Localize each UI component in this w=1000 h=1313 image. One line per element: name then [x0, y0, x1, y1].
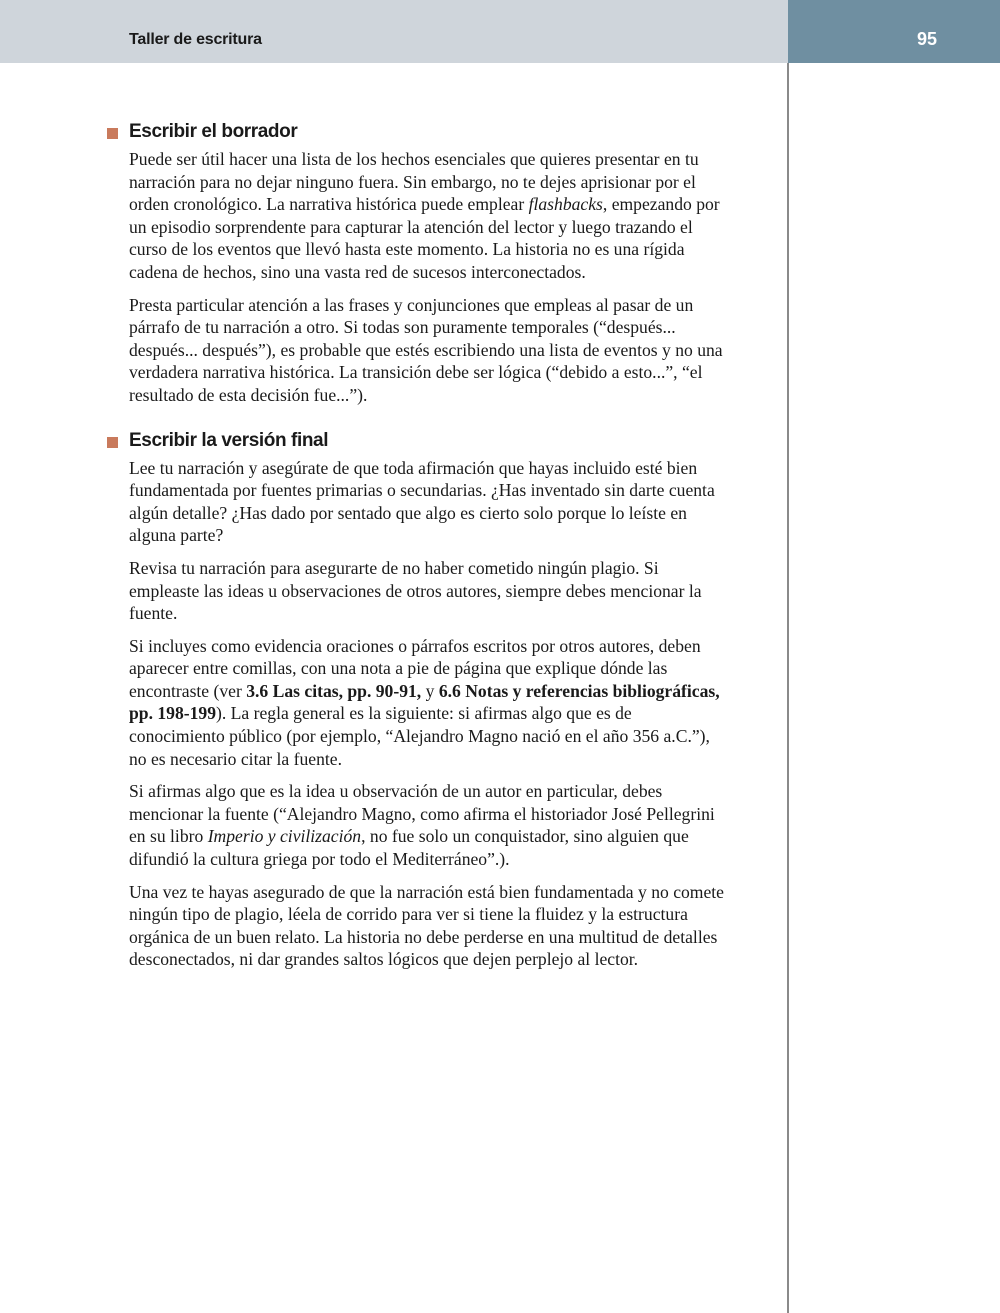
italic-term: Imperio y civilización	[207, 826, 362, 847]
paragraph	[129, 881, 729, 971]
section-heading: Escribir el borrador	[129, 121, 298, 142]
section-final-version	[129, 427, 729, 971]
running-header	[0, 0, 788, 63]
text-run: y	[421, 680, 439, 701]
text-run: Puede ser útil hacer una lista de los hechos esenciales que quieres presentar en tu narración para no dejar ninguno fuera. Sin embargo, no te dejes aprisionar por el orden cronológico. La narrativa histórica puede emplear	[129, 149, 699, 215]
text-run: Una vez te hayas asegurado de que la narración está bien fundamentada y no comete ningún tipo de plagio, léela de corrido para ver si tiene la fluidez y la estructura orgánica de un buen relato. La historia no debe perderse en una multitud de detalles desconectados, ni dar grandes saltos lógicos que dejen perplejo al lector.	[129, 881, 724, 970]
paragraph	[129, 457, 729, 547]
text-run: Si incluyes como evidencia oraciones o párrafos escritos por otros autores, deben aparecer entre comillas, con una nota a pie de página que explique dónde las encontraste (ver	[129, 635, 701, 701]
running-header-title: Taller de escritura	[129, 31, 262, 48]
text-run: Revisa tu narración para asegurarte de no haber cometido ningún plagio. Si empleaste las ideas u observaciones de otros autores, siempre debes mencionar la fuente.	[129, 557, 702, 624]
paragraph	[129, 780, 729, 870]
section-heading: Escribir la versión final	[129, 429, 329, 451]
paragraph	[129, 148, 729, 284]
text-run: Lee tu narración y asegúrate de que toda afirmación que hayas incluido esté bien fundamentada por fuentes primarias o secundarias. ¿Has inventado sin darte cuenta algún detalle? ¿Has dado por sentado que algo es cierto solo porque lo leíste en alguna parte?	[129, 457, 715, 546]
text-run: ). La regla general es la siguiente: si afirmas algo que es de conocimiento público (por ejemplo, “Alejandro Magno nació en el año 356 a.C.”), no es necesario citar la fuente.	[129, 703, 710, 769]
text-run: , empezando por un episodio sorprendente para capturar la atención del lector y luego trazando el curso de los eventos que llevó hasta este momento. La historia no es una rígida cadena de hechos, sino una vasta red de sucesos interconectados.	[129, 194, 720, 282]
paragraph	[129, 557, 729, 625]
bold-reference: 3.6 Las citas, pp. 90-91,	[246, 680, 422, 701]
text-run: Presta particular atención a las frases y conjunciones que empleas al pasar de un párrafo de tu narración a otro. Si todas son puramente temporales (“después... después... después”), es probable que estés escribiendo una lista de eventos y no una verdadera narrativa histórica. La transición debe ser lógica (“debido a esto...”, “el resultado de esta decisión fue...”).	[129, 294, 723, 405]
italic-term: flashbacks	[528, 194, 603, 215]
paragraph	[129, 294, 729, 407]
paragraph	[129, 635, 729, 771]
section-draft	[129, 118, 729, 407]
margin-rule	[787, 63, 789, 1313]
page-number: 95	[917, 29, 938, 49]
main-content	[129, 118, 729, 971]
section-bullet-icon	[107, 128, 118, 139]
page-number-tab	[788, 0, 1000, 63]
text-run: , no fue solo un conquistador, sino alguien que difundió la cultura griega por todo el Mediterráneo”.).	[129, 826, 689, 870]
bold-reference: 6.6 Notas y referencias bibliográficas, pp. 198-199	[129, 680, 720, 724]
text-run: Si afirmas algo que es la idea u observación de un autor en particular, debes mencionar la fuente (“Alejandro Magno, como afirma el historiador José Pellegrini en su libro	[129, 781, 715, 847]
section-bullet-icon	[107, 437, 118, 448]
